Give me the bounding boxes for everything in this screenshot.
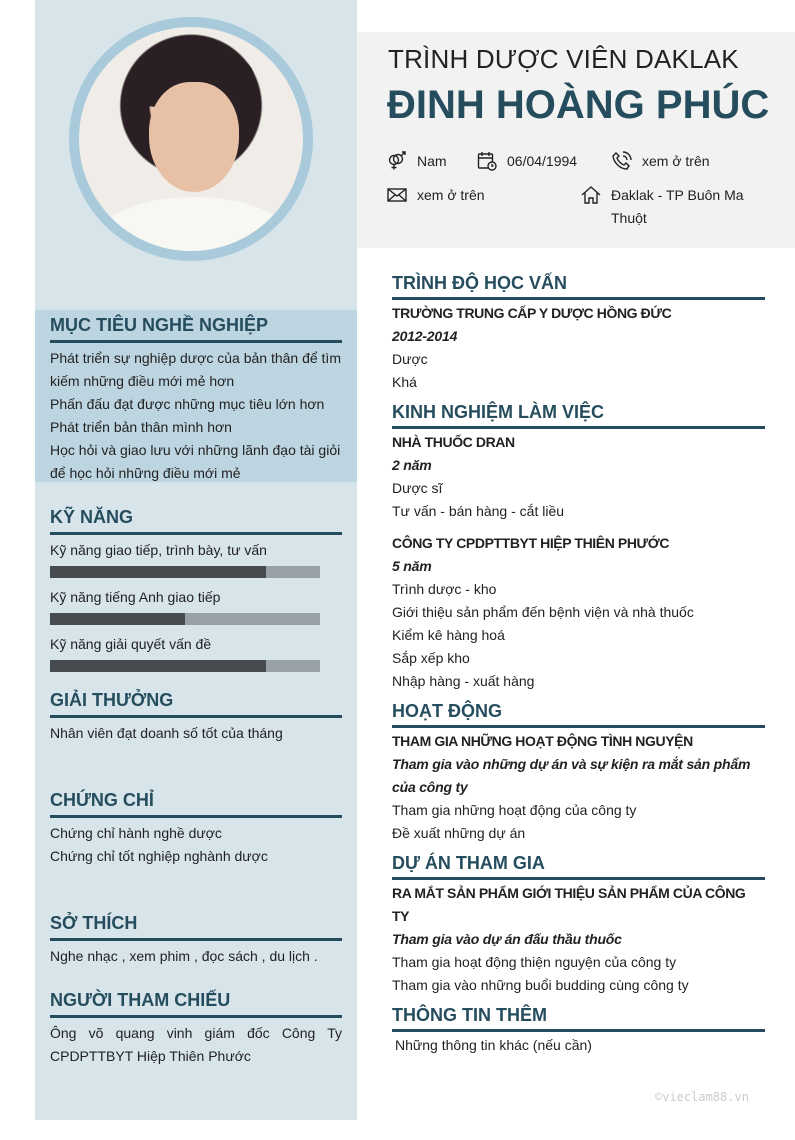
job-line: Giới thiệu sản phẩm đến bệnh viện và nhà thuốc — [392, 604, 694, 620]
section-title: DỰ ÁN THAM GIA — [392, 851, 765, 880]
job-line: Tư vấn - bán hàng - cắt liều — [392, 503, 565, 519]
skill-label: Kỹ năng tiếng Anh giao tiếp — [50, 589, 221, 605]
job-line: Nhập hàng - xuất hàng — [392, 673, 535, 689]
skill-bar — [50, 613, 320, 625]
email-value: xem ở trên — [417, 187, 485, 203]
awards-section — [50, 688, 342, 745]
experience-section — [392, 400, 765, 693]
education-period: 2012-2014 — [392, 328, 458, 344]
section-title: TRÌNH ĐỘ HỌC VẤN — [392, 271, 765, 300]
skill-bar — [50, 566, 320, 578]
education-section — [392, 271, 765, 394]
objective-line: Phát triển bản thân mình hơn — [50, 419, 232, 435]
references-section — [50, 988, 342, 1068]
job-duration: 5 năm — [392, 558, 432, 574]
education-grade: Khá — [392, 374, 417, 390]
objective-line: Phấn đấu đạt được những mục tiêu lớn hơn — [50, 396, 325, 412]
project-subtitle: Tham gia vào dự án đấu thầu thuốc — [392, 931, 622, 947]
reference-line: Ông võ quang vinh giám đốc Công Ty CPDPTTBYT Hiệp Thiên Phước — [50, 1025, 342, 1064]
company-name: NHÀ THUỐC DRAN — [392, 434, 515, 450]
section-title: THÔNG TIN THÊM — [392, 1003, 765, 1032]
objective-section — [50, 313, 342, 485]
gender-icon — [387, 151, 407, 171]
main-column — [392, 271, 765, 1063]
job-duration: 2 năm — [392, 457, 432, 473]
gender-value: Nam — [417, 153, 447, 169]
hobby-line: Nghe nhạc , xem phim , đọc sách , du lịch . — [50, 948, 318, 964]
activity-subtitle: Tham gia vào những dự án và sự kiện ra mắt sản phẩm của công ty — [392, 756, 751, 795]
candidate-name: ĐINH HOÀNG PHÚC — [387, 83, 770, 127]
more-info-section — [392, 1003, 765, 1057]
home-icon — [581, 185, 601, 205]
dob-value: 06/04/1994 — [507, 153, 578, 169]
gender-info — [387, 150, 447, 173]
address-value: Đaklak - TP Buôn Ma Thuột — [611, 187, 744, 226]
skills-section — [50, 505, 342, 680]
objective-line: Phát triển sự nghiệp dược của bản thân để tìm kiếm những điều mới mẻ hơn — [50, 350, 341, 389]
activity-line: Tham gia những hoạt động của công ty — [392, 802, 637, 818]
address-info — [581, 184, 756, 230]
section-title: GIẢI THƯỞNG — [50, 688, 342, 718]
email-info — [387, 184, 485, 207]
phone-info — [612, 150, 710, 173]
envelope-icon — [387, 185, 407, 205]
job-line: Trình dược - kho — [392, 581, 497, 597]
watermark: ©vieclam88.vn — [655, 1090, 749, 1104]
certificates-section — [50, 788, 342, 868]
activity-name: THAM GIA NHỮNG HOẠT ĐỘNG TÌNH NGUYỆN — [392, 733, 693, 749]
project-line: Tham gia hoạt động thiện nguyện của công ty — [392, 954, 677, 970]
job-line: Sắp xếp kho — [392, 650, 470, 666]
activities-section — [392, 699, 765, 845]
company-name: CÔNG TY CPDPTTBYT HIỆP THIÊN PHƯỚC — [392, 535, 670, 551]
job-line: Kiểm kê hàng hoá — [392, 627, 505, 643]
section-title: HOẠT ĐỘNG — [392, 699, 765, 728]
activity-line: Đề xuất những dự án — [392, 825, 526, 841]
section-title: MỤC TIÊU NGHỀ NGHIỆP — [50, 313, 342, 343]
section-title: NGƯỜI THAM CHIẾU — [50, 988, 342, 1018]
projects-section — [392, 851, 765, 997]
project-line: Tham gia vào những buổi budding cùng công ty — [392, 977, 689, 993]
certificate-line: Chứng chỉ hành nghề dược — [50, 825, 222, 841]
skill-label: Kỹ năng giao tiếp, trình bày, tư vấn — [50, 542, 267, 558]
skill-bar-fill — [50, 613, 185, 625]
certificate-line: Chứng chỉ tốt nghiệp nghành dược — [50, 848, 268, 864]
section-title: KINH NGHIỆM LÀM VIỆC — [392, 400, 765, 429]
school-name: TRƯỜNG TRUNG CẤP Y DƯỢC HỒNG ĐỨC — [392, 305, 672, 321]
job-line: Dược sĩ — [392, 480, 443, 496]
phone-value: xem ở trên — [642, 153, 710, 169]
calendar-icon — [477, 151, 497, 171]
hobbies-section — [50, 911, 342, 968]
section-title: KỸ NĂNG — [50, 505, 342, 535]
award-line: Nhân viên đạt doanh số tốt của tháng — [50, 725, 283, 741]
job-title: TRÌNH DƯỢC VIÊN DAKLAK — [388, 44, 739, 74]
skill-bar-fill — [50, 660, 266, 672]
phone-icon — [612, 151, 632, 171]
section-title: CHỨNG CHỈ — [50, 788, 342, 818]
education-major: Dược — [392, 351, 428, 367]
section-title: SỞ THÍCH — [50, 911, 342, 941]
objective-line: Học hỏi và giao lưu với những lãnh đạo tài giỏi để học hỏi những điều mới mẻ — [50, 442, 341, 481]
profile-photo — [69, 17, 313, 261]
skill-bar-fill — [50, 566, 266, 578]
skill-label: Kỹ năng giải quyết vấn đề — [50, 636, 212, 652]
skill-bar — [50, 660, 320, 672]
dob-info — [477, 150, 577, 173]
project-name: RA MẮT SẢN PHẨM GIỚI THIỆU SẢN PHẨM CỦA CÔNG TY — [392, 885, 746, 924]
more-info-text: Những thông tin khác (nếu cần) — [395, 1037, 592, 1053]
